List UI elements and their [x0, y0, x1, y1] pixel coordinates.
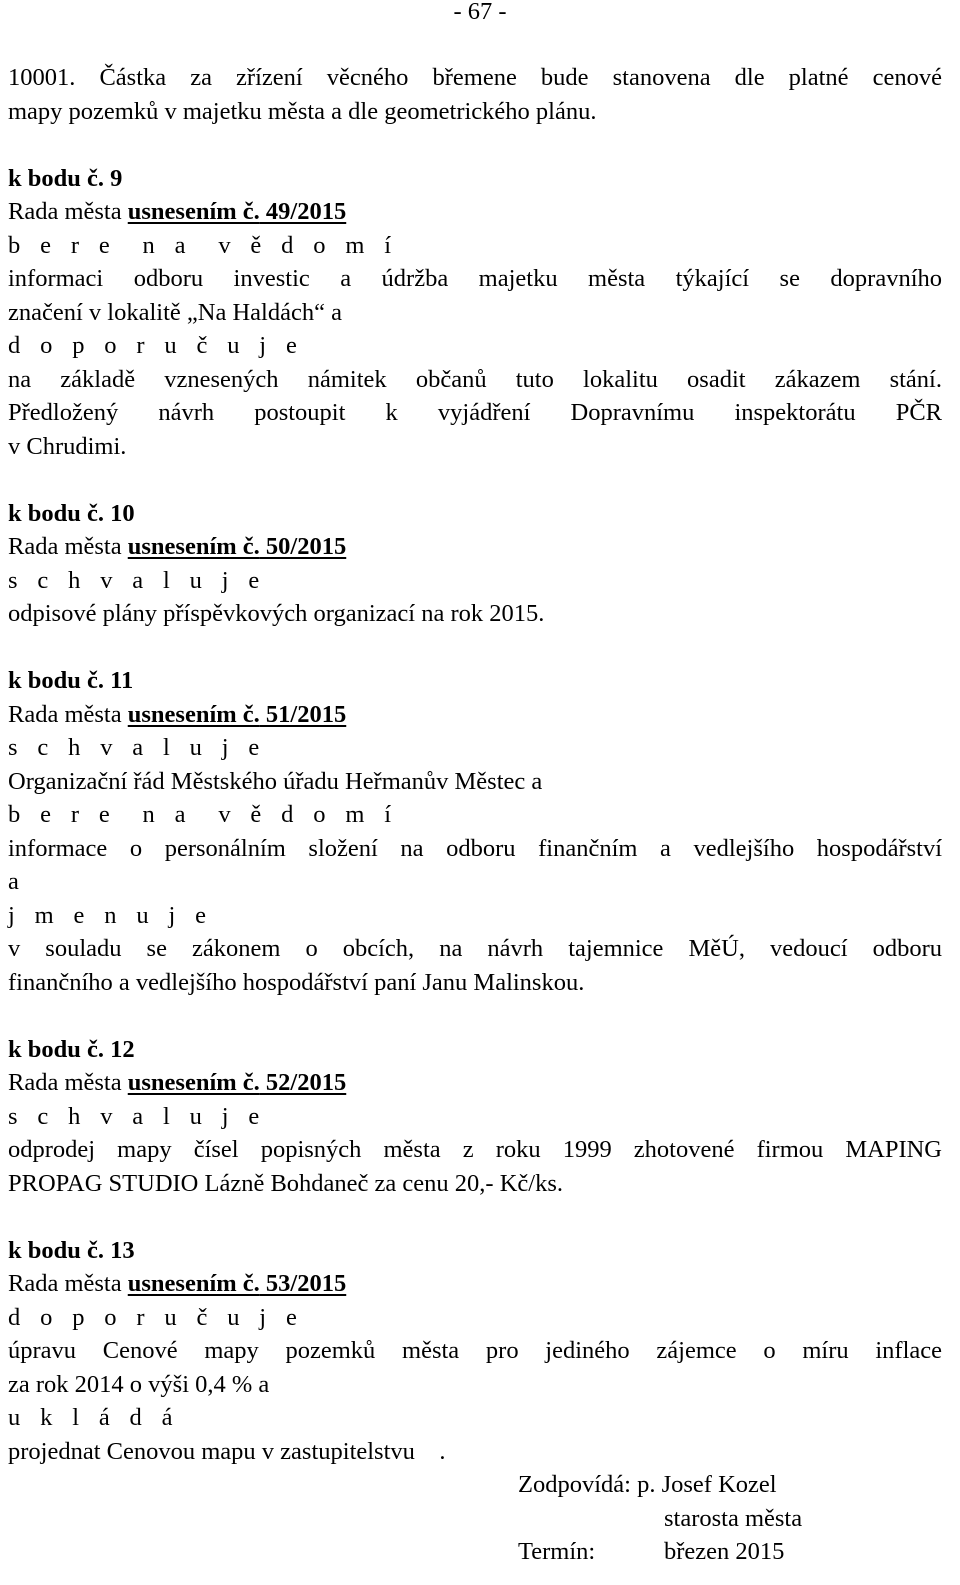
- resolution-ref: Rada města usnesením č. 50/2015: [8, 533, 347, 560]
- resolution-verb: b e r e n a v ě d o m í: [8, 801, 398, 828]
- page-number: - 67 -: [453, 0, 507, 25]
- resolution-verb: u k l á d á: [8, 1404, 180, 1431]
- intro-line: mapy pozemků v majetku města a dle geometrického plánu.: [8, 97, 597, 125]
- resolution-item-10: [8, 497, 942, 631]
- deadline-value: březen 2015: [664, 1538, 785, 1565]
- resolution-ref: Rada města usnesením č. 51/2015: [8, 700, 347, 728]
- resolution-text: v Chrudimi.: [8, 432, 127, 460]
- resolution-number: usnesením č. 50/2015: [127, 533, 347, 560]
- resolution-verb: s c h v a l u j e: [8, 734, 267, 761]
- resolution-number: usnesením č. 49/2015: [127, 198, 347, 225]
- deadline-label: Termín:: [518, 1538, 596, 1565]
- item-heading: k bodu č. 11: [8, 667, 134, 694]
- resolution-text: odprodej mapy čísel popisných města z roku 1999 zhotovené firmou MAPING: [8, 1136, 942, 1163]
- resolution-number: usnesením č. 51/2015: [127, 700, 347, 728]
- responsible-role: starosta města: [664, 1505, 803, 1532]
- item-heading: k bodu č. 9: [8, 164, 123, 192]
- resolution-text: finančního a vedlejšího hospodářství paní Janu Malinskou.: [8, 968, 585, 996]
- resolution-verb: d o p o r u č u j e: [8, 1303, 304, 1331]
- resolution-text: Předložený návrh postoupit k vyjádření Dopravnímu inspektorátu PČR: [8, 399, 942, 426]
- resolution-text: značení v lokalitě „Na Haldách“ a: [8, 298, 342, 326]
- resolution-item-12: [8, 1033, 942, 1201]
- resolution-text: projednat Cenovou mapu v zastupitelstvu .: [8, 1437, 446, 1465]
- resolution-number: usnesením č. 52/2015: [127, 1069, 347, 1096]
- resolution-ref: Rada města usnesením č. 52/2015: [8, 1069, 347, 1096]
- resolution-verb: b e r e n a v ě d o m í: [8, 231, 398, 259]
- intro-line: 10001. Částka za zřízení věcného břemene bude stanovena dle platné cenové: [8, 64, 942, 91]
- resolution-verb: s c h v a l u j e: [8, 1102, 267, 1130]
- signature-block: [8, 1468, 942, 1568]
- resolution-text: PROPAG STUDIO Lázně Bohdaneč za cenu 20,- Kč/ks.: [8, 1169, 563, 1197]
- resolution-text: Organizační řád Městského úřadu Heřmanův Městec a: [8, 767, 543, 795]
- resolution-verb: j m e n u j e: [8, 901, 213, 929]
- resolution-text: úpravu Cenové mapy pozemků města pro jediného zájemce o míru inflace: [8, 1337, 942, 1364]
- deadline-row: [518, 1535, 784, 1569]
- resolution-number: usnesením č. 53/2015: [127, 1270, 347, 1297]
- resolution-ref: Rada města usnesením č. 53/2015: [8, 1270, 347, 1297]
- resolution-item-13: [8, 1234, 942, 1469]
- resolution-text: na základě vznesených námitek občanů tuto lokalitu osadit zákazem stání.: [8, 365, 942, 393]
- resolution-verb: s c h v a l u j e: [8, 566, 267, 594]
- resolution-item-9: [8, 162, 942, 464]
- item-heading: k bodu č. 13: [8, 1236, 135, 1264]
- resolution-text: a: [8, 868, 19, 895]
- resolution-ref: Rada města usnesením č. 49/2015: [8, 198, 347, 225]
- resolution-text: v souladu se zákonem o obcích, na návrh tajemnice MěÚ, vedoucí odboru: [8, 935, 942, 962]
- item-heading: k bodu č. 10: [8, 499, 135, 527]
- responsible-label: Zodpovídá:: [518, 1471, 631, 1498]
- resolution-text: informaci odboru investic a údržba majetku města týkající se dopravního: [8, 265, 942, 292]
- resolution-text: odpisové plány příspěvkových organizací na rok 2015.: [8, 600, 545, 627]
- resolution-text: za rok 2014 o výši 0,4 % a: [8, 1370, 270, 1398]
- resolution-item-11: [8, 664, 942, 999]
- document-body: [8, 61, 942, 1568]
- item-heading: k bodu č. 12: [8, 1035, 135, 1063]
- responsible-name: p. Josef Kozel: [637, 1471, 777, 1498]
- responsible-row: [518, 1468, 777, 1502]
- resolution-verb: d o p o r u č u j e: [8, 332, 304, 359]
- resolution-text: informace o personálním složení na odboru finančním a vedlejšího hospodářství: [8, 834, 942, 862]
